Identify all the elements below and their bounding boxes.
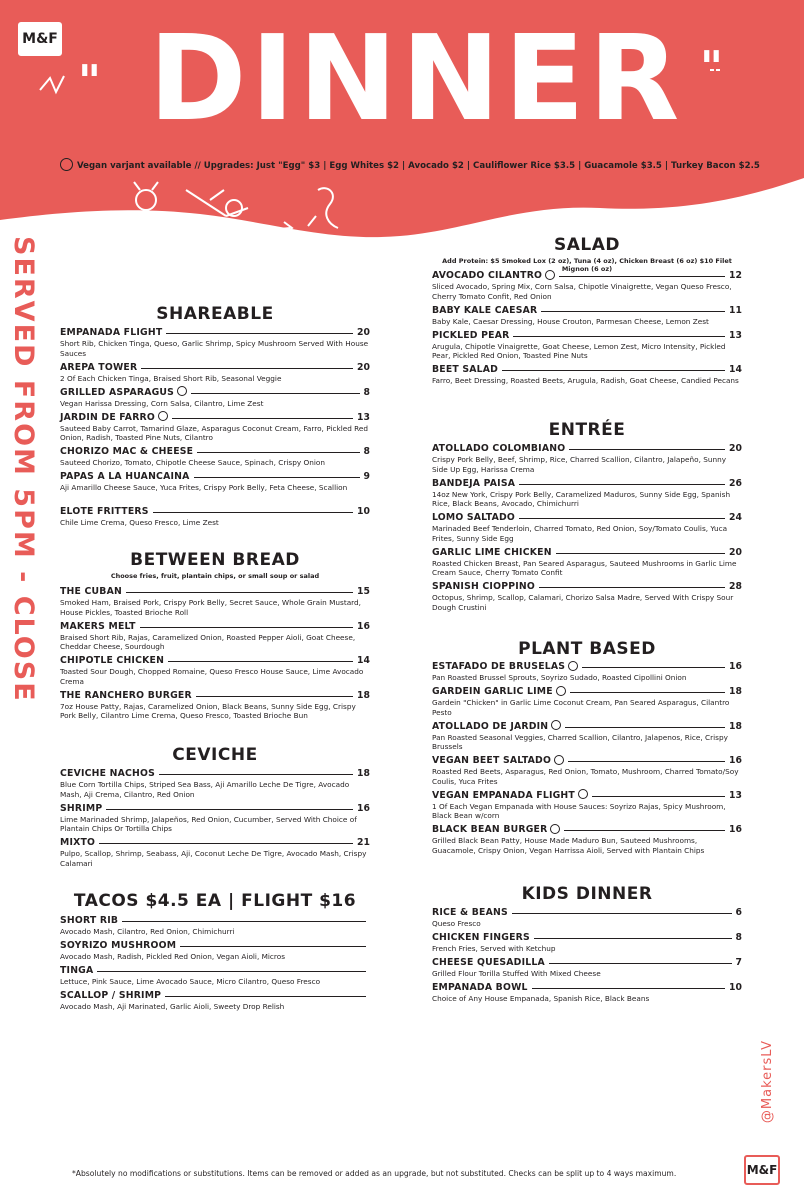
menu-item-name: CHICKEN FINGERS <box>432 932 530 943</box>
menu-item-name: BABY KALE CAESAR <box>432 304 538 316</box>
menu-item-price: 10 <box>357 505 370 517</box>
footer-disclaimer: *Absolutely no modifications or substitutions. Items can be removed or added as an upgrade, but not substituted. Checks can be split up to 4 ways maximum. <box>72 1169 677 1178</box>
menu-item-header <box>432 754 742 767</box>
menu-item-header <box>432 981 742 994</box>
menu-item-header <box>432 546 742 559</box>
leader-line <box>564 830 725 831</box>
menu-item-name: JARDIN DE FARRO <box>60 411 156 423</box>
leader-line <box>99 843 353 844</box>
menu-item <box>60 585 370 617</box>
menu-item-header <box>60 989 370 1002</box>
menu-item <box>432 329 742 361</box>
menu-item-price: 18 <box>357 768 370 779</box>
upgrades-line <box>60 159 760 172</box>
menu-item-price: 16 <box>729 661 742 672</box>
leader-line <box>166 333 353 334</box>
vegan-icon <box>556 686 566 696</box>
menu-item-header <box>60 836 370 849</box>
leader-line <box>582 667 725 668</box>
leader-line <box>97 971 366 972</box>
menu-item-description: Grilled Flour Torilla Stuffed With Mixed Cheese <box>432 969 601 978</box>
menu-item <box>60 989 370 1012</box>
leader-line <box>512 913 732 914</box>
menu-item-header <box>60 585 370 598</box>
menu-item-price: 14 <box>729 364 742 375</box>
leader-line <box>513 336 725 337</box>
menu-item-header <box>60 386 370 399</box>
menu-item-header <box>432 956 742 969</box>
menu-item <box>432 269 742 301</box>
menu-item-description: Gardein "Chicken" in Garlic Lime Coconut Cream, Pan Seared Asparagus, Cilantro Pesto <box>432 698 730 717</box>
leader-line <box>568 761 725 762</box>
menu-item-price: 8 <box>363 386 370 398</box>
menu-item-header <box>432 931 742 944</box>
section-title-entree: ENTRÉE <box>548 420 626 440</box>
leader-line <box>569 449 725 450</box>
menu-item <box>60 802 370 834</box>
leader-line <box>106 809 353 810</box>
leader-line <box>592 796 725 797</box>
section-title-ceviche: CEVICHE <box>172 745 258 765</box>
menu-item-description: Avocado Mash, Aji Marinated, Garlic Aioli, Sweety Drop Relish <box>60 1002 285 1011</box>
menu-item-name: CHIPOTLE CHICKEN <box>60 655 165 666</box>
menu-item-header <box>432 906 742 919</box>
leader-line <box>140 627 353 628</box>
leader-line <box>519 484 725 485</box>
menu-item <box>432 477 742 509</box>
menu-item-price: 7 <box>735 957 742 968</box>
menu-item-description: Lettuce, Pink Sauce, Lime Avocado Sauce, Micro Cilantro, Queso Fresco <box>60 977 321 986</box>
menu-item-name: VEGAN EMPANADA FLIGHT <box>432 789 575 801</box>
menu-item-header <box>60 361 370 374</box>
menu-item-description: Queso Fresco <box>432 919 481 928</box>
menu-item <box>60 914 370 937</box>
upgrades-text: Vegan varjant available // Upgrades: Just "Egg" $3 | Egg Whites $2 | Avocado $2 | Cauliflower Rice $3.5 | Guacamole $3.5 | Turkey Bacon $2.5 <box>77 161 760 171</box>
leader-line <box>122 921 366 922</box>
menu-item-name: ELOTE FRITTERS <box>60 505 149 517</box>
menu-item-description: Toasted Sour Dough, Chopped Romaine, Queso Fresco House Sauce, Lime Avocado Crema <box>60 667 364 686</box>
menu-item-description: Roasted Red Beets, Asparagus, Red Onion, Tomato, Mushroom, Charred Tomato/Soy Coulis, Yuca Frites <box>432 767 739 786</box>
leader-line <box>559 276 725 277</box>
menu-item-header <box>432 789 742 802</box>
menu-item <box>432 685 742 717</box>
service-hours-vertical: SERVED FROM 5PM - CLOSE <box>8 236 39 703</box>
header-banner <box>0 0 804 260</box>
leader-line <box>549 963 732 964</box>
vegan-icon <box>177 386 187 396</box>
section-title-between-bread: BETWEEN BREAD <box>130 550 300 570</box>
menu-item-price: 16 <box>729 824 742 835</box>
menu-item-description: Marinaded Beef Tenderloin, Charred Tomato, Red Onion, Soy/Tomato Coulis, Yuca Frites, Sunny Side Egg <box>432 524 728 543</box>
menu-item <box>432 931 742 954</box>
menu-item-header <box>432 304 742 317</box>
menu-item-description: Vegan Harissa Dressing, Corn Salsa, Cilantro, Lime Zest <box>60 398 264 408</box>
menu-item-name: ATOLLADO COLOMBIANO <box>432 443 566 454</box>
menu-item-price: 21 <box>357 837 370 848</box>
footer-logo: M&F <box>744 1155 780 1185</box>
menu-item-header <box>432 685 742 698</box>
menu-item-name: GARDEIN GARLIC LIME <box>432 686 553 697</box>
leader-line <box>165 996 366 997</box>
vegan-icon <box>550 824 560 834</box>
menu-item-description: Blue Corn Tortilla Chips, Striped Sea Bass, Aji Amarillo Leche De Tigre, Avocado Mash, Aji Crema, Cilantro, Red Onion <box>60 780 350 799</box>
menu-item-name: CEVICHE NACHOS <box>60 768 155 779</box>
menu-item-description: Smoked Ham, Braised Pork, Crispy Pork Belly, Secret Sauce, Whole Grain Mustard, House Pickles, Toasted Brioche Roll <box>60 598 362 617</box>
menu-item <box>432 956 742 979</box>
menu-item <box>432 720 742 752</box>
menu-item <box>432 511 742 543</box>
leader-line <box>191 393 359 394</box>
quote-mark-left: " <box>78 56 101 107</box>
menu-item-name: AVOCADO CILANTRO <box>432 270 543 281</box>
menu-item-header <box>60 689 370 702</box>
menu-item <box>432 906 742 929</box>
menu-item-price: 16 <box>357 802 370 814</box>
menu-item-header <box>60 964 370 977</box>
menu-item <box>60 654 370 686</box>
menu-item-price: 15 <box>357 586 370 597</box>
menu-item <box>432 580 742 612</box>
menu-item-name: THE RANCHERO BURGER <box>60 689 192 701</box>
leader-line <box>153 512 353 513</box>
leader-line <box>532 988 725 989</box>
leader-line <box>194 477 360 478</box>
menu-item-name: MAKERS MELT <box>60 620 136 632</box>
menu-item-description: 14oz New York, Crispy Pork Belly, Caramelized Maduros, Sunny Side Egg, Spanish Rice, Black Beans, Avocado, Chimichurri <box>432 489 731 508</box>
menu-item-description: Lime Marinaded Shrimp, Jalapeños, Red Onion, Cucumber, Served With Choice of Plantain Chips Or Tortilla Chips <box>60 814 357 833</box>
menu-item-name: LOMO SALTADO <box>432 512 515 523</box>
menu-item-price: 8 <box>363 446 370 457</box>
menu-item <box>60 836 370 868</box>
leader-line <box>519 518 725 519</box>
menu-item-description: Baby Kale, Caesar Dressing, House Crouton, Parmesan Cheese, Lemon Zest <box>432 316 709 326</box>
menu-item-header <box>432 660 742 673</box>
section-title-plant-based: PLANT BASED <box>518 639 656 659</box>
menu-item-header <box>60 654 370 667</box>
menu-item-name: AREPA TOWER <box>60 361 138 373</box>
menu-item-description: Pulpo, Scallop, Shrimp, Seabass, Aji, Coconut Leche De Tigre, Avocado Mash, Crispy Calamari <box>60 849 367 868</box>
menu-item-description: Sauteed Baby Carrot, Tamarind Glaze, Asparagus Coconut Cream, Farro, Pickled Red Onion, Radish, Toasted Pine Nuts, Cilantro <box>60 423 369 442</box>
leader-line <box>570 692 725 693</box>
menu-item-description: Octopus, Shrimp, Scallop, Calamari, Chorizo Salsa Madre, Served With Crispy Sour Dough Crustini <box>432 593 734 612</box>
menu-item-name: EMPANADA FLIGHT <box>60 327 163 338</box>
menu-item <box>432 754 742 786</box>
menu-item-header <box>432 269 742 282</box>
menu-item-description: Sliced Avocado, Spring Mix, Corn Salsa, Chipotle Vinaigrette, Vegan Queso Fresco, Cherry Tomato Confit, Red Onion <box>432 282 732 301</box>
menu-item-price: 18 <box>729 720 742 732</box>
menu-item <box>60 939 370 962</box>
menu-item-description: Short Rib, Chicken Tinga, Queso, Garlic Shrimp, Spicy Mushroom Served With House Sauces <box>60 339 369 358</box>
menu-item-header <box>60 326 370 339</box>
menu-item-name: SHRIMP <box>60 802 103 814</box>
menu-item <box>60 386 370 409</box>
menu-item-header <box>432 329 742 342</box>
menu-item <box>60 326 370 358</box>
quote-mark-right: " <box>700 42 723 93</box>
menu-item-name: MIXTO <box>60 837 96 848</box>
menu-item <box>60 620 370 652</box>
leader-line <box>502 370 725 371</box>
menu-item-description: Crispy Pork Belly, Beef, Shrimp, Rice, Charred Scallion, Cilantro, Jalapeño, Sunny Side Up Egg, Harissa Crema <box>432 455 727 474</box>
menu-item-price: 11 <box>729 304 742 316</box>
vegan-icon <box>158 411 168 421</box>
menu-item-name: ESTAFADO DE BRUSELAS <box>432 661 566 672</box>
menu-item-price: 28 <box>729 581 742 592</box>
leader-line <box>172 418 353 419</box>
menu-item <box>60 767 370 799</box>
menu-item-header <box>60 470 370 483</box>
menu-item-name: SCALLOP / SHRIMP <box>60 990 162 1001</box>
vegan-icon <box>60 158 73 171</box>
leader-line <box>541 311 725 312</box>
section-title-kids-dinner: KIDS DINNER <box>521 884 653 904</box>
menu-item-name: SPANISH CIOPPINO <box>432 581 535 592</box>
section-subtitle-salad: Add Protein: $5 Smoked Lox (2 oz), Tuna (4 oz), Chicken Breast (6 oz) $10 Filet Mignon (6 oz) <box>442 257 732 273</box>
menu-item-header <box>432 720 742 733</box>
menu-item-description: Farro, Beet Dressing, Roasted Beets, Arugula, Radish, Goat Cheese, Candied Pecans <box>432 376 739 385</box>
menu-item-header <box>432 442 742 455</box>
menu-item-description: Grilled Black Bean Patty, House Made Maduro Bun, Sauteed Mushrooms, Guacamole, Crispy Onion, Vegan Harrissa Aioli, Served with Plantain Chips <box>432 836 705 855</box>
menu-item-description: Chile Lime Crema, Queso Fresco, Lime Zest <box>60 517 219 527</box>
section-title-salad: SALAD <box>553 235 620 255</box>
menu-item-description: Braised Short Rib, Rajas, Caramelized Onion, Roasted Pepper Aioli, Goat Cheese, Cheddar Cheese, Sourdough <box>60 632 356 651</box>
menu-item-header <box>60 914 370 927</box>
menu-item-price: 13 <box>729 329 742 341</box>
menu-item-name: TINGA <box>60 965 94 976</box>
menu-item <box>432 660 742 683</box>
vegan-icon <box>551 720 561 730</box>
menu-item-price: 13 <box>357 411 370 423</box>
page-title: DINNER <box>148 9 684 147</box>
leader-line <box>197 452 359 453</box>
menu-item-description: Arugula, Chipotle Vinaigrette, Goat Cheese, Lemon Zest, Micro Intensity, Pickled Pear, Pickled Red Onion, Toasted Pine Nuts <box>432 341 726 360</box>
menu-item-price: 26 <box>729 477 742 489</box>
menu-item-name: THE CUBAN <box>60 586 122 597</box>
menu-item-price: 6 <box>735 907 742 918</box>
menu-item-price: 20 <box>357 361 370 373</box>
menu-item-header <box>60 620 370 633</box>
menu-item-header <box>432 823 742 836</box>
menu-item <box>432 981 742 1004</box>
menu-item-name: BANDEJA PAISA <box>432 477 516 489</box>
menu-item-price: 20 <box>357 327 370 338</box>
menu-item-price: 20 <box>729 546 742 558</box>
menu-item-name: SOYRIZO MUSHROOM <box>60 940 177 951</box>
menu-item-name: GRILLED ASPARAGUS <box>60 386 175 398</box>
menu-item-header <box>60 505 370 518</box>
menu-item <box>60 361 370 384</box>
leader-line <box>180 946 366 947</box>
menu-item-description: Pan Roasted Brussel Sprouts, Soyrizo Sudado, Roasted Cipollini Onion <box>432 673 687 682</box>
section-title-shareable: SHAREABLE <box>156 304 274 324</box>
leader-line <box>556 553 725 554</box>
menu-item-price: 14 <box>357 655 370 666</box>
menu-item <box>432 823 742 855</box>
menu-item <box>432 304 742 327</box>
leader-line <box>534 938 732 939</box>
leader-line <box>126 592 353 593</box>
menu-item-header <box>432 580 742 593</box>
leader-line <box>565 727 725 728</box>
menu-item-header <box>60 939 370 952</box>
menu-item-name: EMPANADA BOWL <box>432 982 528 993</box>
menu-item-description: Sauteed Chorizo, Tomato, Chipotle Cheese Sauce, Spinach, Crispy Onion <box>60 458 325 467</box>
menu-item-description: French Fries, Served with Ketchup <box>432 944 556 953</box>
menu-item-header <box>432 511 742 524</box>
menu-item-name: GARLIC LIME CHICKEN <box>432 546 552 558</box>
vegan-icon <box>568 661 578 671</box>
menu-item-name: VEGAN BEET SALTADO <box>432 755 552 766</box>
menu-item-description: Choice of Any House Empanada, Spanish Rice, Black Beans <box>432 994 650 1003</box>
menu-item-name: ATOLLADO DE JARDIN <box>432 720 549 732</box>
menu-item-description: 7oz House Patty, Rajas, Caramelized Onion, Black Beans, Sunny Side Egg, Crispy Pork Belly, Cilantro Lime Crema, Queso Fresco, Toasted Brioche Bun <box>60 701 356 720</box>
leader-line <box>196 696 353 697</box>
menu-item-price: 24 <box>729 512 742 523</box>
menu-item-header <box>60 411 370 424</box>
menu-item <box>60 964 370 987</box>
menu-item <box>60 689 370 721</box>
menu-item <box>432 363 742 386</box>
menu-item-description: Aji Amarillo Cheese Sauce, Yuca Frites, Crispy Pork Belly, Feta Cheese, Scallion <box>60 483 348 492</box>
vegan-icon <box>578 789 588 799</box>
section-subtitle-between-bread: Choose fries, fruit, plantain chips, or small soup or salad <box>110 572 320 580</box>
menu-item-price: 16 <box>729 755 742 766</box>
instagram-handle: @MakersLV <box>760 1040 775 1124</box>
menu-item-price: 10 <box>729 982 742 993</box>
menu-item <box>60 505 370 528</box>
menu-item-name: CHEESE QUESADILLA <box>432 957 545 968</box>
vegan-icon <box>545 270 555 280</box>
vegan-icon <box>554 755 564 765</box>
menu-item-price: 9 <box>363 471 370 482</box>
menu-item <box>432 789 742 821</box>
menu-item-name: BEET SALAD <box>432 364 499 375</box>
menu-item <box>432 442 742 474</box>
menu-item-name: PICKLED PEAR <box>432 329 510 341</box>
menu-item <box>60 411 370 443</box>
menu-item-price: 18 <box>729 686 742 697</box>
section-title-tacos: TACOS $4.5 EA | FLIGHT $16 <box>73 891 357 911</box>
menu-item-name: RICE & BEANS <box>432 907 508 918</box>
menu-item-header <box>432 477 742 490</box>
menu-item <box>60 470 370 493</box>
menu-item-description: 2 Of Each Chicken Tinga, Braised Short Rib, Seasonal Veggie <box>60 373 282 383</box>
leader-line <box>141 368 353 369</box>
menu-item-name: BLACK BEAN BURGER <box>432 824 548 835</box>
menu-item-description: Roasted Chicken Breast, Pan Seared Asparagus, Sauteed Mushrooms in Garlic Lime Cream Sauce, Cherry Tomato Confit <box>432 558 737 577</box>
menu-item-price: 8 <box>735 932 742 943</box>
leader-line <box>168 661 353 662</box>
menu-item-price: 12 <box>729 270 742 281</box>
menu-item-description: Pan Roasted Seasonal Veggies, Charred Scallion, Cilantro, Jalapenos, Rice, Crispy Brussels <box>432 732 728 751</box>
menu-item-price: 13 <box>729 789 742 801</box>
menu-item <box>432 546 742 578</box>
menu-item-price: 18 <box>357 689 370 701</box>
menu-item-name: PAPAS A LA HUANCAINA <box>60 471 190 482</box>
leader-line <box>539 587 725 588</box>
menu-item-header <box>60 767 370 780</box>
menu-item-price: 16 <box>357 620 370 632</box>
menu-item-description: Avocado Mash, Cilantro, Red Onion, Chimichurri <box>60 927 235 936</box>
menu-item-description: 1 Of Each Vegan Empanada with House Sauces: Soyrizo Rajas, Spicy Mushroom, Black Bean w/corn <box>432 801 726 820</box>
menu-item-name: SHORT RIB <box>60 915 119 926</box>
menu-item-price: 20 <box>729 443 742 454</box>
menu-item-name: CHORIZO MAC & CHEESE <box>60 446 194 457</box>
brand-logo: M&F <box>18 22 62 56</box>
menu-item-header <box>60 802 370 815</box>
menu-item-description: Avocado Mash, Radish, Pickled Red Onion, Vegan Aioli, Micros <box>60 952 286 961</box>
menu-item-header <box>60 445 370 458</box>
leader-line <box>159 774 353 775</box>
menu-item <box>60 445 370 468</box>
menu-item-header <box>432 363 742 376</box>
